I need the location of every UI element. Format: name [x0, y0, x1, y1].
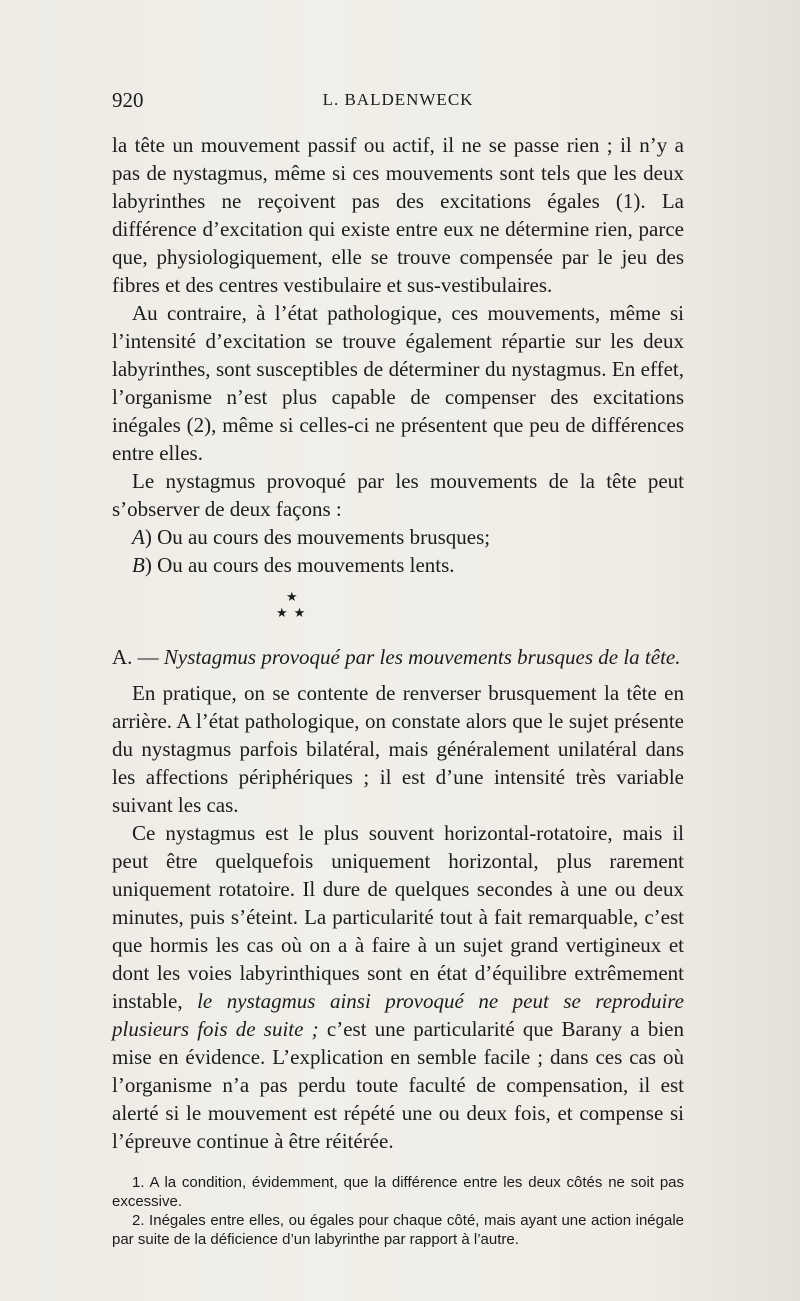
paragraph-4: En pratique, on se contente de renverser brusquement la tête en arrière. A l’état pathologique, on constate alors que le sujet présente du nystagmus parfois bilatéral, mais généralement unilatéral dans les affections périphériques ; il est d’une intensité très variable suivant les cas.: [112, 681, 684, 817]
paragraph-5-start: Ce nystagmus est le plus souvent horizontal-rotatoire, mais il peut être quelquefois uniquement horizontal, plus rarement uniquement rotatoire. Il dure de quelques secondes à une ou deux minutes, puis s’éteint. La particularité tout à fait remarquable, c’est que hormis les cas où on a à faire à un sujet grand vertigineux et dont les voies labyrinthiques sont en état d’équilibre extrêmement instable,: [112, 821, 684, 1013]
body-text: [112, 131, 684, 1249]
paragraph-5: [112, 819, 684, 1155]
asterism-bottom: ★★: [276, 605, 312, 620]
section-heading: [112, 643, 684, 671]
item-b-letter: B: [132, 553, 145, 577]
section-prefix: A. —: [112, 645, 164, 669]
list-item-b: [112, 551, 684, 579]
item-b-text: ) Ou au cours des mouvements lents.: [144, 553, 455, 577]
item-a-text: ) Ou au cours des mouvements brusques;: [144, 525, 491, 549]
footnote-2: 2. Inégales entre elles, ou égales pour chaque côté, mais ayant une action inégale par suite de la déficience d’un labyrinthe par rapport à l’autre.: [112, 1212, 684, 1248]
paragraph-3: Le nystagmus provoqué par les mouvements de la tête peut s’observer de deux façons :: [112, 469, 684, 521]
page-number: 920: [112, 88, 144, 112]
paragraph-5-italic: le nystagmus ainsi provoqué ne peut se reproduire plusieurs fois de suite ;: [112, 989, 684, 1041]
footnote-1: 1. A la condition, évidemment, que la différence entre les deux côtés ne soit pas excessive.: [112, 1174, 684, 1210]
paragraph-2: Au contraire, à l’état pathologique, ces mouvements, même si l’intensité d’excitation se trouve également répartie sur les deux labyrinthes, sont susceptibles de déterminer du nystagmus. En effet, l’organisme n’est plus capable de compenser des excitations inégales (2), même si celles-ci ne présentent que peu de différences entre elles.: [112, 301, 684, 465]
asterism-top: ★: [286, 589, 298, 604]
item-a-letter: A: [132, 525, 145, 549]
footnotes: [112, 1173, 684, 1249]
paragraph-5-end: c’est une particularité que Barany a bien mise en évidence. L’explication en semble facile ; dans ces cas où l’organisme n’a pas perdu toute faculté de compensation, il est alerté si le mouvement est répété une ou deux fois, et compense si l’épreuve continue à être réitérée.: [112, 1017, 684, 1153]
paragraph-1: la tête un mouvement passif ou actif, il ne se passe rien ; il n’y a pas de nystagmus, même si ces mouvements sont tels que les deux labyrinthes ne reçoivent pas des excitations égales (1). La différence d’excitation qui existe entre eux ne détermine rien, parce que, physiologiquement, elle se trouve compensée par le jeu des fibres et des centres vestibulaire et sus-vestibulaires.: [112, 133, 684, 297]
running-head: L. BALDENWECK: [322, 90, 474, 109]
section-title: Nystagmus provoqué par les mouvements brusques de la tête.: [163, 645, 681, 669]
asterism: [112, 581, 684, 637]
page-header: [112, 88, 684, 118]
list-item-a: [112, 523, 684, 551]
